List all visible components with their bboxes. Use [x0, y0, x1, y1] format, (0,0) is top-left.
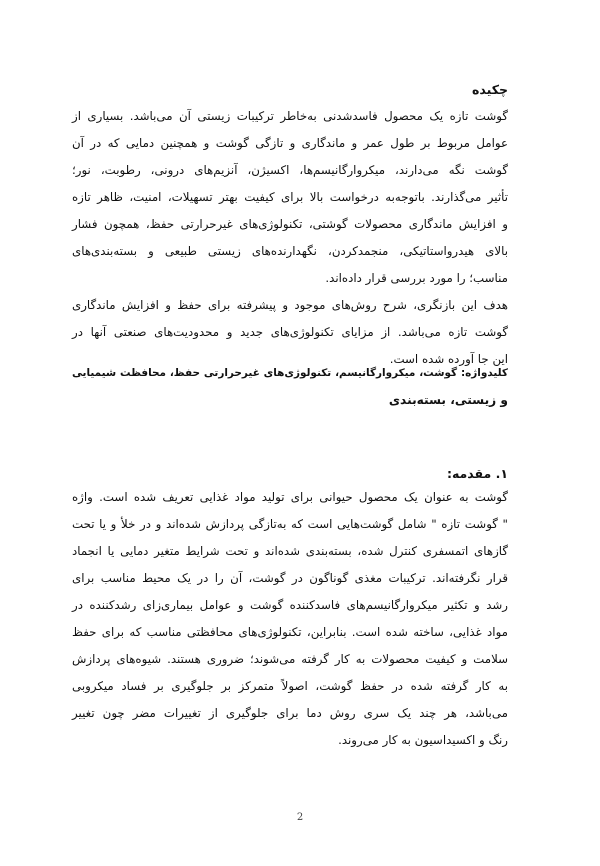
abstract-line: بالای هیدرواستاتیکی، منجمدکردن، نگهدارنده‌های زیستی طبیعی و بسته‌بندی‌های [72, 244, 508, 258]
keywords-line: کلیدواژه: گوشت، میکروارگانیسم، تکنولوژی‌های غیرحرارتی حفظ، محافظت شیمیایی [72, 367, 508, 379]
page-number: 2 [296, 812, 304, 823]
introduction-line: رنگ و اکسیداسیون به کار می‌روند. [338, 733, 508, 747]
abstract-line: این جا آورده شده است. [389, 352, 508, 366]
introduction-line: مواد غذایی، ساخته شده است. بنابراین، تکنولوژی‌های محافظتی مناسب که برای حفظ [72, 625, 508, 639]
introduction-line: سلامت و کیفیت محصولات به کار گرفته می‌شوند؛ ضروری هستند. شیوه‌های پردازش [72, 652, 508, 666]
keywords-line: و زیستی، بسته‌بندی [388, 393, 508, 407]
abstract-heading: چکیده [472, 82, 508, 97]
abstract-line: گوشت نگه می‌دارند، میکروارگانیسم‌ها، اکسیژن، آنزیم‌های درونی، رطوبت، نور؛ [72, 163, 508, 177]
introduction-line: می‌باشد، هر چند یک سری روش دما برای جلوگیری از تغییرات مضر چون تغییر [72, 706, 508, 720]
abstract-body [72, 103, 508, 373]
introduction-line: قرار نگرفته‌اند. ترکیبات مغذی گوناگون در گوشت، آن را در یک محیط مناسب برای [72, 571, 508, 585]
introduction-line: رشد و تکثیر میکروارگانیسم‌های فاسدکننده گوشت و عوامل بیماری‌زای رشدکننده در [72, 598, 508, 612]
abstract-line: عوامل مربوط بر طول عمر و ماندگاری و تازگی گوشت و همچنین دمایی که در آن [72, 136, 508, 150]
abstract-line: و افزایش ماندگاری محصولات گوشتی، تکنولوژی‌های غیرحرارتی حفظ، همچون فشار [72, 217, 508, 231]
introduction-line: " گوشت تازه " شامل گوشت‌هایی است که به‌تازگی پردازش شده‌اند و در خلأ و یا تحت [72, 517, 508, 531]
keywords [72, 360, 508, 414]
introduction-body [72, 484, 508, 754]
abstract-line: گوشت تازه می‌باشد. از مزایای تکنولوژی‌های جدید و محدودیت‌های صنعتی آنها در [72, 325, 508, 339]
introduction-line: گوشت به عنوان یک محصول حیوانی برای تولید مواد غذایی تعریف شده است. واژه [72, 490, 508, 504]
introduction-line: به کار گرفته شده در حفظ گوشت، اصولاً متمرکز بر جلوگیری بر فساد میکروبی [72, 679, 508, 693]
abstract-line: گوشت تازه یک محصول فاسدشدنی به‌خاطر ترکیبات زیستی آن می‌باشد. بسیاری از [72, 109, 508, 123]
abstract-line: مناسب؛ را مورد بررسی قرار داده‌اند. [325, 271, 508, 285]
abstract-line: هدف این بازنگری، شرح روش‌های موجود و پیشرفته برای حفظ و افزایش ماندگاری [72, 298, 508, 312]
abstract-line: تأثیر می‌گذارند. باتوجه‌به درخواست بالا برای کیفیت بهتر تسهیلات، امنیت، ظاهر تازه [72, 190, 508, 204]
introduction-line: گازهای اتمسفری کنترل شده، بسته‌بندی شده‌اند و تحت شرایط متغیر دمایی یا انجماد [72, 544, 508, 558]
introduction-heading: ۱. مقدمه: [446, 466, 508, 481]
